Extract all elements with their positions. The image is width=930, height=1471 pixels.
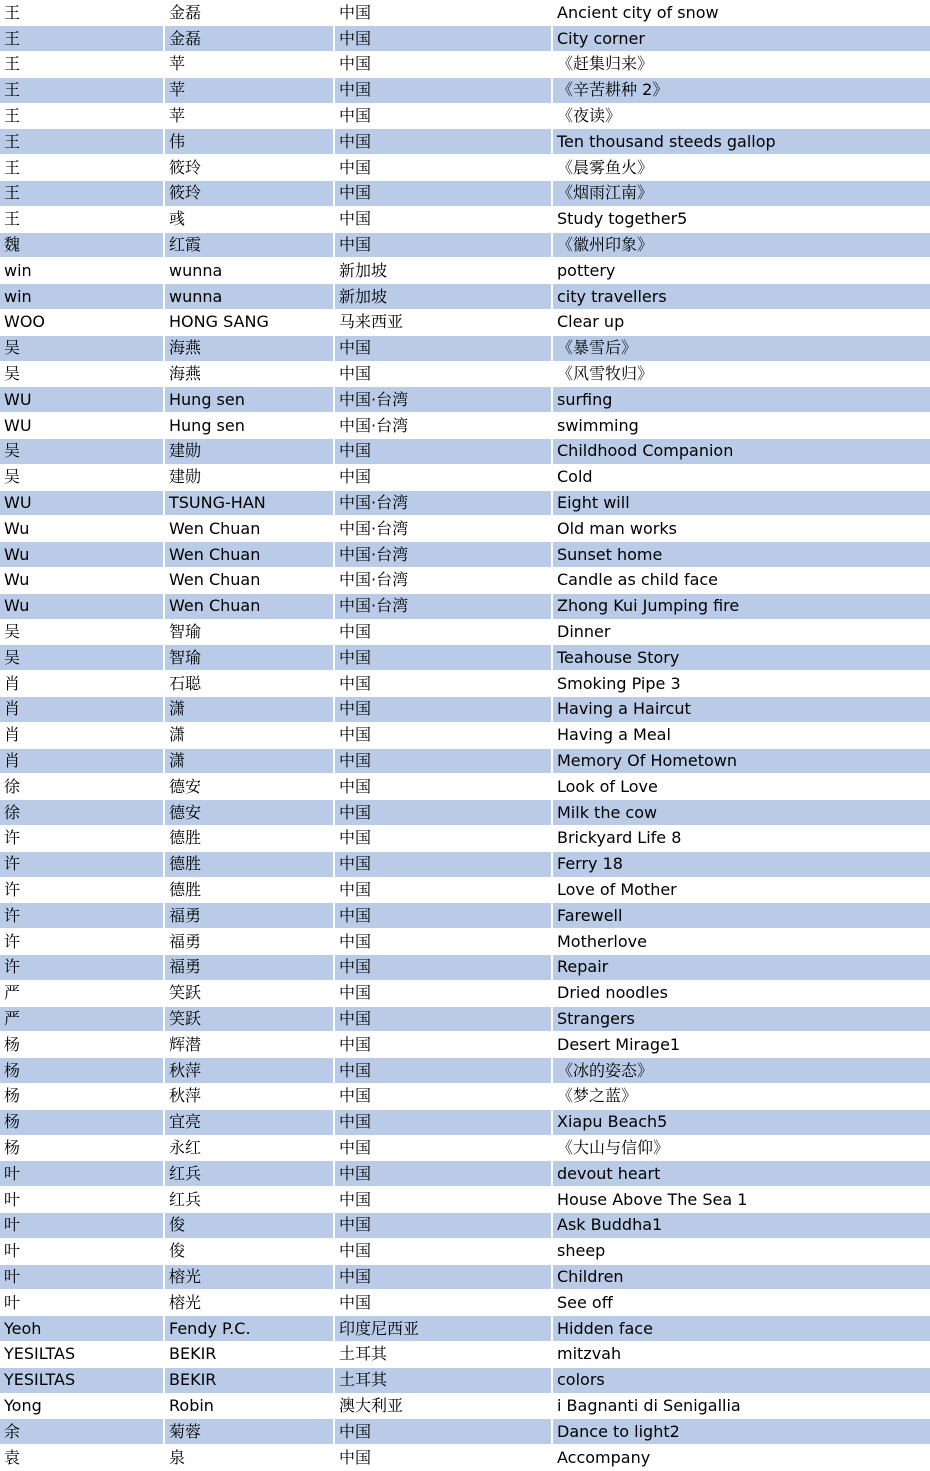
- surname-cell: WU: [0, 387, 164, 413]
- table-row: [0, 1187, 930, 1213]
- given-name-cell: Wen Chuan: [164, 568, 334, 594]
- country-cell: 中国: [334, 26, 552, 52]
- given-name-cell: 苹: [164, 103, 334, 129]
- country-cell: 澳大利亚: [334, 1393, 552, 1419]
- country-cell: 中国: [334, 1058, 552, 1084]
- table-row: [0, 1006, 930, 1032]
- title-cell: Ancient city of snow: [552, 0, 930, 26]
- title-cell: 《梦之蓝》: [552, 1083, 930, 1109]
- surname-cell: 叶: [0, 1187, 164, 1213]
- country-cell: 新加坡: [334, 258, 552, 284]
- table-row: [0, 206, 930, 232]
- given-name-cell: 智瑜: [164, 645, 334, 671]
- given-name-cell: 建勋: [164, 464, 334, 490]
- table-row: [0, 1341, 930, 1367]
- table-row: [0, 1393, 930, 1419]
- title-cell: Ask Buddha1: [552, 1212, 930, 1238]
- title-cell: i Bagnanti di Senigallia: [552, 1393, 930, 1419]
- given-name-cell: 福勇: [164, 903, 334, 929]
- surname-cell: 吴: [0, 619, 164, 645]
- country-cell: 中国: [334, 826, 552, 852]
- table-row: [0, 980, 930, 1006]
- table-row: [0, 335, 930, 361]
- country-cell: 土耳其: [334, 1367, 552, 1393]
- given-name-cell: wunna: [164, 284, 334, 310]
- given-name-cell: TSUNG-HAN: [164, 490, 334, 516]
- table-row: [0, 1419, 930, 1445]
- title-cell: 《风雪牧归》: [552, 361, 930, 387]
- surname-cell: 杨: [0, 1135, 164, 1161]
- country-cell: 中国: [334, 1161, 552, 1187]
- surname-cell: 吴: [0, 645, 164, 671]
- surname-cell: 魏: [0, 232, 164, 258]
- surname-cell: win: [0, 284, 164, 310]
- given-name-cell: 辉潜: [164, 1032, 334, 1058]
- title-cell: 《晨雾鱼火》: [552, 155, 930, 181]
- table-row: [0, 1445, 930, 1471]
- given-name-cell: BEKIR: [164, 1367, 334, 1393]
- country-cell: 中国: [334, 1290, 552, 1316]
- surname-cell: 吴: [0, 335, 164, 361]
- country-cell: 中国·台湾: [334, 387, 552, 413]
- surname-cell: 吴: [0, 439, 164, 465]
- surname-cell: 许: [0, 954, 164, 980]
- title-cell: sheep: [552, 1238, 930, 1264]
- country-cell: 中国: [334, 1238, 552, 1264]
- given-name-cell: Wen Chuan: [164, 593, 334, 619]
- table-row: [0, 619, 930, 645]
- table-row: [0, 258, 930, 284]
- surname-cell: 叶: [0, 1212, 164, 1238]
- surname-cell: WU: [0, 413, 164, 439]
- country-cell: 中国: [334, 1032, 552, 1058]
- table-row: [0, 851, 930, 877]
- surname-cell: 许: [0, 851, 164, 877]
- given-name-cell: 德安: [164, 774, 334, 800]
- title-cell: City corner: [552, 26, 930, 52]
- country-cell: 中国: [334, 1135, 552, 1161]
- country-cell: 中国·台湾: [334, 593, 552, 619]
- given-name-cell: 彧: [164, 206, 334, 232]
- title-cell: Hidden face: [552, 1316, 930, 1342]
- surname-cell: 肖: [0, 697, 164, 723]
- table-row: [0, 155, 930, 181]
- surname-cell: 王: [0, 26, 164, 52]
- given-name-cell: 潇: [164, 722, 334, 748]
- given-name-cell: 伟: [164, 129, 334, 155]
- country-cell: 中国: [334, 671, 552, 697]
- table-row: [0, 103, 930, 129]
- given-name-cell: 泉: [164, 1445, 334, 1471]
- title-cell: Dried noodles: [552, 980, 930, 1006]
- table-row: [0, 284, 930, 310]
- surname-cell: 王: [0, 181, 164, 207]
- country-cell: 中国: [334, 1083, 552, 1109]
- country-cell: 中国: [334, 464, 552, 490]
- title-cell: 《徽州印象》: [552, 232, 930, 258]
- country-cell: 中国: [334, 232, 552, 258]
- title-cell: Ten thousand steeds gallop: [552, 129, 930, 155]
- title-cell: Eight will: [552, 490, 930, 516]
- given-name-cell: 秋萍: [164, 1058, 334, 1084]
- country-cell: 中国: [334, 335, 552, 361]
- table-row: [0, 516, 930, 542]
- title-cell: Having a Meal: [552, 722, 930, 748]
- given-name-cell: 筱玲: [164, 155, 334, 181]
- given-name-cell: 海燕: [164, 361, 334, 387]
- title-cell: Love of Mother: [552, 877, 930, 903]
- given-name-cell: 德胜: [164, 826, 334, 852]
- given-name-cell: 红霞: [164, 232, 334, 258]
- table-row: [0, 464, 930, 490]
- table-row: [0, 774, 930, 800]
- country-cell: 中国: [334, 800, 552, 826]
- title-cell: See off: [552, 1290, 930, 1316]
- surname-cell: Wu: [0, 593, 164, 619]
- country-cell: 中国: [334, 929, 552, 955]
- surname-cell: Yeoh: [0, 1316, 164, 1342]
- table-row: [0, 1109, 930, 1135]
- table-row: [0, 361, 930, 387]
- given-name-cell: 俊: [164, 1238, 334, 1264]
- table-row: [0, 568, 930, 594]
- surname-cell: 余: [0, 1419, 164, 1445]
- country-cell: 中国: [334, 181, 552, 207]
- surname-cell: 王: [0, 52, 164, 78]
- table-row: [0, 697, 930, 723]
- table-row: [0, 1135, 930, 1161]
- title-cell: devout heart: [552, 1161, 930, 1187]
- table-row: [0, 929, 930, 955]
- table-row: [0, 1316, 930, 1342]
- surname-cell: 严: [0, 1006, 164, 1032]
- country-cell: 中国: [334, 1419, 552, 1445]
- country-cell: 中国: [334, 52, 552, 78]
- title-cell: Repair: [552, 954, 930, 980]
- country-cell: 中国: [334, 1212, 552, 1238]
- table-row: [0, 1367, 930, 1393]
- table-row: [0, 1032, 930, 1058]
- table-row: [0, 877, 930, 903]
- given-name-cell: 榕光: [164, 1264, 334, 1290]
- title-cell: swimming: [552, 413, 930, 439]
- given-name-cell: 金磊: [164, 0, 334, 26]
- surname-cell: 吴: [0, 361, 164, 387]
- title-cell: Dance to light2: [552, 1419, 930, 1445]
- table-row: [0, 671, 930, 697]
- surname-cell: 王: [0, 155, 164, 181]
- given-name-cell: 永红: [164, 1135, 334, 1161]
- title-cell: 《冰的姿态》: [552, 1058, 930, 1084]
- given-name-cell: 石聪: [164, 671, 334, 697]
- surname-cell: 肖: [0, 722, 164, 748]
- surname-cell: 叶: [0, 1264, 164, 1290]
- title-cell: Accompany: [552, 1445, 930, 1471]
- given-name-cell: 笑跃: [164, 980, 334, 1006]
- surname-cell: 王: [0, 77, 164, 103]
- surname-cell: 王: [0, 129, 164, 155]
- title-cell: Teahouse Story: [552, 645, 930, 671]
- surname-cell: Wu: [0, 568, 164, 594]
- table-row: [0, 1212, 930, 1238]
- country-cell: 中国: [334, 697, 552, 723]
- given-name-cell: 潇: [164, 748, 334, 774]
- country-cell: 中国: [334, 129, 552, 155]
- given-name-cell: 榕光: [164, 1290, 334, 1316]
- country-cell: 中国: [334, 1109, 552, 1135]
- country-cell: 马来西亚: [334, 310, 552, 336]
- title-cell: Strangers: [552, 1006, 930, 1032]
- title-cell: Having a Haircut: [552, 697, 930, 723]
- country-cell: 新加坡: [334, 284, 552, 310]
- surname-cell: 王: [0, 206, 164, 232]
- given-name-cell: 筱玲: [164, 181, 334, 207]
- given-name-cell: 苹: [164, 77, 334, 103]
- title-cell: 《烟雨江南》: [552, 181, 930, 207]
- given-name-cell: 德胜: [164, 877, 334, 903]
- surname-cell: 徐: [0, 800, 164, 826]
- table-row: [0, 826, 930, 852]
- title-cell: Old man works: [552, 516, 930, 542]
- title-cell: mitzvah: [552, 1341, 930, 1367]
- table-row: [0, 129, 930, 155]
- given-name-cell: 建勋: [164, 439, 334, 465]
- title-cell: Dinner: [552, 619, 930, 645]
- surname-cell: 许: [0, 826, 164, 852]
- surname-cell: Yong: [0, 1393, 164, 1419]
- given-name-cell: 宜亮: [164, 1109, 334, 1135]
- table-row: [0, 1161, 930, 1187]
- given-name-cell: 德安: [164, 800, 334, 826]
- given-name-cell: 金磊: [164, 26, 334, 52]
- given-name-cell: Wen Chuan: [164, 542, 334, 568]
- surname-cell: Wu: [0, 542, 164, 568]
- country-cell: 中国·台湾: [334, 568, 552, 594]
- given-name-cell: HONG SANG: [164, 310, 334, 336]
- given-name-cell: wunna: [164, 258, 334, 284]
- table-row: [0, 748, 930, 774]
- country-cell: 中国: [334, 155, 552, 181]
- surname-cell: 杨: [0, 1083, 164, 1109]
- table-row: [0, 77, 930, 103]
- table-row: [0, 439, 930, 465]
- table-row: [0, 387, 930, 413]
- country-cell: 中国·台湾: [334, 542, 552, 568]
- given-name-cell: 福勇: [164, 929, 334, 955]
- title-cell: 《大山与信仰》: [552, 1135, 930, 1161]
- country-cell: 中国: [334, 1445, 552, 1471]
- title-cell: city travellers: [552, 284, 930, 310]
- country-cell: 中国·台湾: [334, 490, 552, 516]
- country-cell: 中国: [334, 0, 552, 26]
- given-name-cell: 俊: [164, 1212, 334, 1238]
- table-row: [0, 903, 930, 929]
- surname-cell: 袁: [0, 1445, 164, 1471]
- given-name-cell: Hung sen: [164, 387, 334, 413]
- title-cell: pottery: [552, 258, 930, 284]
- table-row: [0, 1264, 930, 1290]
- given-name-cell: 海燕: [164, 335, 334, 361]
- title-cell: 《夜读》: [552, 103, 930, 129]
- country-cell: 中国: [334, 903, 552, 929]
- title-cell: Cold: [552, 464, 930, 490]
- title-cell: Study together5: [552, 206, 930, 232]
- country-cell: 中国: [334, 851, 552, 877]
- title-cell: Candle as child face: [552, 568, 930, 594]
- given-name-cell: Robin: [164, 1393, 334, 1419]
- table-row: [0, 232, 930, 258]
- table-row: [0, 954, 930, 980]
- title-cell: Smoking Pipe 3: [552, 671, 930, 697]
- surname-cell: YESILTAS: [0, 1341, 164, 1367]
- table-row: [0, 1058, 930, 1084]
- title-cell: Zhong Kui Jumping fire: [552, 593, 930, 619]
- given-name-cell: 智瑜: [164, 619, 334, 645]
- title-cell: Ferry 18: [552, 851, 930, 877]
- country-cell: 中国: [334, 103, 552, 129]
- title-cell: 《赶集归来》: [552, 52, 930, 78]
- table-row: [0, 1083, 930, 1109]
- surname-cell: win: [0, 258, 164, 284]
- title-cell: Milk the cow: [552, 800, 930, 826]
- country-cell: 中国: [334, 722, 552, 748]
- table-row: [0, 542, 930, 568]
- country-cell: 中国: [334, 206, 552, 232]
- title-cell: Clear up: [552, 310, 930, 336]
- surname-cell: 吴: [0, 464, 164, 490]
- table-row: [0, 722, 930, 748]
- surname-cell: 叶: [0, 1290, 164, 1316]
- country-cell: 中国: [334, 645, 552, 671]
- title-cell: Children: [552, 1264, 930, 1290]
- table-row: [0, 0, 930, 26]
- country-cell: 中国: [334, 77, 552, 103]
- surname-cell: 叶: [0, 1161, 164, 1187]
- title-cell: surfing: [552, 387, 930, 413]
- title-cell: Childhood Companion: [552, 439, 930, 465]
- surname-cell: 王: [0, 103, 164, 129]
- table-row: [0, 26, 930, 52]
- surname-cell: 肖: [0, 748, 164, 774]
- title-cell: Motherlove: [552, 929, 930, 955]
- given-name-cell: 潇: [164, 697, 334, 723]
- surname-cell: YESILTAS: [0, 1367, 164, 1393]
- country-cell: 土耳其: [334, 1341, 552, 1367]
- table-row: [0, 310, 930, 336]
- given-name-cell: 苹: [164, 52, 334, 78]
- country-cell: 中国: [334, 877, 552, 903]
- surname-cell: 许: [0, 903, 164, 929]
- title-cell: House Above The Sea 1: [552, 1187, 930, 1213]
- country-cell: 中国: [334, 980, 552, 1006]
- given-name-cell: 菊蓉: [164, 1419, 334, 1445]
- country-cell: 中国: [334, 361, 552, 387]
- title-cell: 《辛苦耕种 2》: [552, 77, 930, 103]
- country-cell: 中国: [334, 954, 552, 980]
- title-cell: Brickyard Life 8: [552, 826, 930, 852]
- surname-cell: 王: [0, 0, 164, 26]
- title-cell: colors: [552, 1367, 930, 1393]
- title-cell: Xiapu Beach5: [552, 1109, 930, 1135]
- country-cell: 中国·台湾: [334, 413, 552, 439]
- surname-cell: WU: [0, 490, 164, 516]
- surname-cell: 肖: [0, 671, 164, 697]
- table-row: [0, 1238, 930, 1264]
- given-name-cell: 红兵: [164, 1161, 334, 1187]
- surname-cell: 杨: [0, 1032, 164, 1058]
- surname-cell: 许: [0, 929, 164, 955]
- table-row: [0, 645, 930, 671]
- given-name-cell: 秋萍: [164, 1083, 334, 1109]
- given-name-cell: BEKIR: [164, 1341, 334, 1367]
- table-row: [0, 413, 930, 439]
- given-name-cell: 笑跃: [164, 1006, 334, 1032]
- country-cell: 中国: [334, 439, 552, 465]
- surname-cell: 杨: [0, 1109, 164, 1135]
- table-row: [0, 800, 930, 826]
- title-cell: Farewell: [552, 903, 930, 929]
- country-cell: 中国: [334, 748, 552, 774]
- table-row: [0, 181, 930, 207]
- country-cell: 中国: [334, 619, 552, 645]
- title-cell: 《暴雪后》: [552, 335, 930, 361]
- title-cell: Desert Mirage1: [552, 1032, 930, 1058]
- given-name-cell: Fendy P.C.: [164, 1316, 334, 1342]
- country-cell: 中国: [334, 1187, 552, 1213]
- given-name-cell: Hung sen: [164, 413, 334, 439]
- country-cell: 中国·台湾: [334, 516, 552, 542]
- surname-cell: Wu: [0, 516, 164, 542]
- country-cell: 中国: [334, 1006, 552, 1032]
- given-name-cell: 福勇: [164, 954, 334, 980]
- surname-cell: 杨: [0, 1058, 164, 1084]
- surname-cell: WOO: [0, 310, 164, 336]
- surname-cell: 严: [0, 980, 164, 1006]
- title-cell: Memory Of Hometown: [552, 748, 930, 774]
- table-row: [0, 490, 930, 516]
- title-cell: Sunset home: [552, 542, 930, 568]
- given-name-cell: 红兵: [164, 1187, 334, 1213]
- table-row: [0, 593, 930, 619]
- country-cell: 中国: [334, 1264, 552, 1290]
- table-row: [0, 52, 930, 78]
- country-cell: 印度尼西亚: [334, 1316, 552, 1342]
- surname-cell: 徐: [0, 774, 164, 800]
- surname-cell: 许: [0, 877, 164, 903]
- surname-cell: 叶: [0, 1238, 164, 1264]
- table-row: [0, 1290, 930, 1316]
- given-name-cell: Wen Chuan: [164, 516, 334, 542]
- given-name-cell: 德胜: [164, 851, 334, 877]
- country-cell: 中国: [334, 774, 552, 800]
- title-cell: Look of Love: [552, 774, 930, 800]
